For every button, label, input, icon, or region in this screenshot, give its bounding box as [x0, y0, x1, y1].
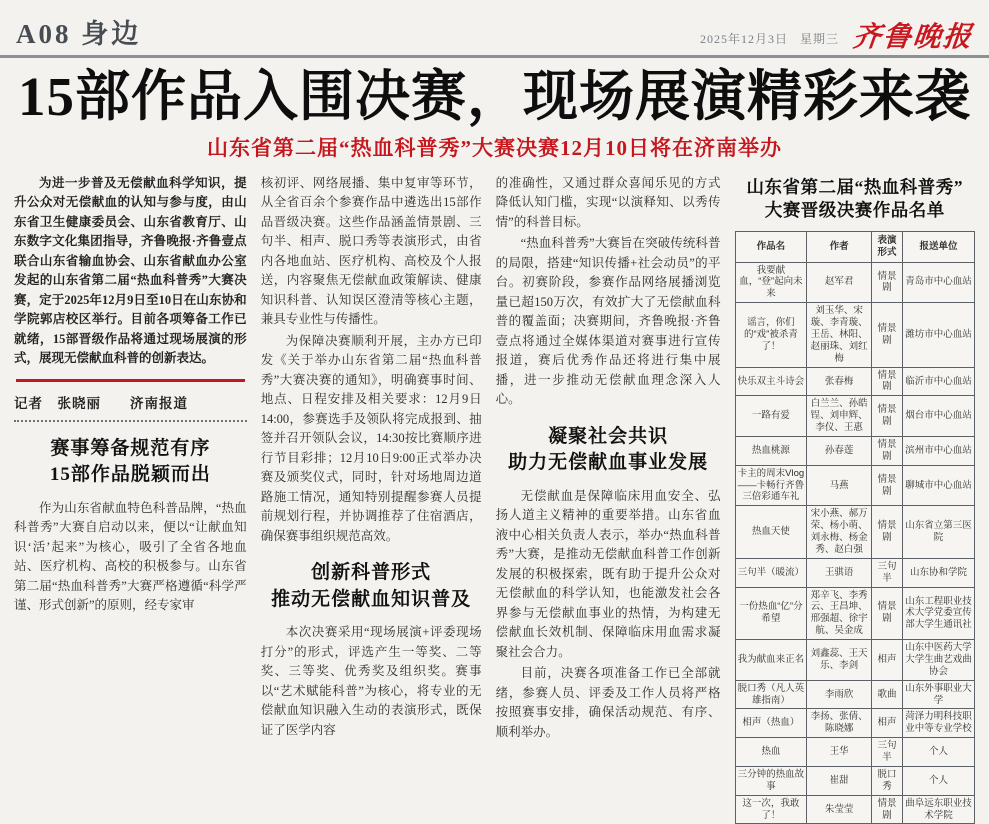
- cell-form: 歌曲: [872, 680, 903, 709]
- table-row: [735, 709, 975, 738]
- cell-work-title: 热血: [735, 738, 807, 767]
- table-row: [735, 367, 975, 396]
- cell-form: 情景剧: [872, 396, 903, 437]
- body-paragraph: “热血科普秀”大赛旨在突破传统科普的局限，搭建“知识传播+社会动员”的平台。初赛阶段，参赛作品网络展播浏览量已超150万次，有效扩大了无偿献血科普的覆盖面；决赛期间，齐鲁晚报·齐鲁壹点将通过全媒体渠道对赛事进行宣传报道，赛后优秀作品还将进行集中展播，进一步推动无偿献血理念深入人心。: [495, 236, 721, 407]
- page-section-label: A08 身边: [16, 19, 142, 49]
- issue-date: [700, 30, 839, 51]
- date-text: 2025年12月3日: [699, 32, 788, 46]
- section-heading-2-line2: 推动无偿献血知识普及: [271, 588, 472, 610]
- table-row: [735, 766, 975, 795]
- table-row: [735, 680, 975, 709]
- weekday-text: 星期三: [799, 32, 839, 46]
- body-paragraph: 为保障决赛顺利开展，主办方已印发《关于举办山东省第二届“热血科普秀”大赛决赛的通知》，明确赛事时间、地点、日程安排及相关要求：12月9日14:00，参赛选手及领队将完成报到、抽签并召开领队会议，14:30按比赛顺序进行节目彩排；12月10日9:00正式举办决赛及颁奖仪式，同时，针对场地周边道路施工情况，通知特别提醒参赛人员提前规划行程，并协调推荐了住宿酒店，确保赛事组织规范高效。: [260, 333, 482, 543]
- finalists-table-title-line2: 大赛晋级决赛作品名单: [764, 200, 945, 221]
- cell-form: 三句半: [872, 558, 903, 587]
- section-heading-2: [261, 560, 482, 613]
- cell-author: 刘玉华、宋璇、李青璇、王岳、林阳、赵丽珠、刘红梅: [807, 303, 872, 367]
- finalists-table: [735, 231, 976, 824]
- qilu-evening-news-logo: 齐鲁晚报: [851, 20, 975, 53]
- cell-author: 孙春莲: [807, 436, 872, 465]
- cell-work-title: 一份热血“亿”分希望: [735, 587, 807, 640]
- cell-unit: 曲阜远东职业技术学院: [903, 795, 975, 824]
- cell-unit: 山东省立第三医院: [903, 506, 975, 559]
- section-heading-3: [496, 424, 721, 477]
- cell-author: 白兰兰、孙皓锃、刘申辉、李仪、王惠: [807, 396, 872, 437]
- body-paragraph: 的准确性，又通过群众喜闻乐见的方式降低认知门槛，实现“以演释知、以秀传情”的科普目标。: [495, 175, 721, 229]
- table-row: [735, 436, 975, 465]
- cell-author: 李扬、张倩、陈晓娜: [807, 709, 872, 738]
- table-row: [735, 587, 975, 640]
- cell-unit: 烟台市中心血站: [903, 396, 975, 437]
- cell-form: 情景剧: [872, 587, 903, 640]
- cell-form: 脱口秀: [872, 766, 903, 795]
- cell-unit: 山东外事职业大学: [903, 680, 975, 709]
- section-heading-3-line2: 助力无偿献血事业发展: [508, 452, 709, 474]
- main-headline: 15部作品入围决赛，现场展演精彩来袭: [17, 66, 971, 127]
- red-divider: [16, 379, 245, 382]
- table-row: [735, 506, 975, 559]
- table-row: [735, 558, 975, 587]
- cell-form: 情景剧: [872, 506, 903, 559]
- table-row: [735, 262, 975, 303]
- cell-author: 郑辛飞、李秀云、王昌坤、邢强超、徐宇航、吴金成: [807, 587, 872, 640]
- col-header-author: 作者: [807, 231, 872, 262]
- cell-work-title: 卡主的周末Vlog——卡畅行齐鲁三倍彩通车礼: [735, 465, 807, 506]
- column-3: [496, 174, 721, 745]
- cell-author: 崔甜: [807, 766, 872, 795]
- table-row: [735, 738, 975, 767]
- section-heading-1-line1: 赛事筹备规范有序: [50, 437, 211, 459]
- cell-form: 情景剧: [872, 262, 903, 303]
- cell-work-title: 我为献血来正名: [735, 640, 807, 681]
- body-paragraph: 作为山东省献血特色科普品牌，“热血科普秀”大赛自启动以来，便以“让献血知识‘活’起来”为核心，吸引了全省各地血站、医疗机构、高校的积极参与。山东省第二届“热血科普秀”大赛严格遵循“科学严谨、形式创新”的原则，经专家审: [14, 500, 247, 613]
- cell-author: 李雨欣: [807, 680, 872, 709]
- table-row: [735, 303, 975, 367]
- col-header-form: 表演形式: [872, 231, 903, 262]
- table-row: [735, 465, 975, 506]
- col-header-work-title: 作品名: [735, 231, 807, 262]
- cell-work-title: 这一次，我敢了！: [735, 795, 807, 824]
- cell-unit: 临沂市中心血站: [903, 367, 975, 396]
- cell-work-title: 三分钟的热血故事: [735, 766, 807, 795]
- finalists-table-title: [735, 176, 976, 223]
- cell-unit: 聊城市中心血站: [903, 465, 975, 506]
- byline: 记者 张晓丽 济南报道: [14, 390, 247, 422]
- table-row: [735, 396, 975, 437]
- cell-unit: 山东工程职业技术大学党委宣传部大学生通讯社: [903, 587, 975, 640]
- finalists-table-header-row: [735, 231, 975, 262]
- body-paragraph: 本次决赛采用“现场展演+评委现场打分”的形式，评选产生一等奖、二等奖、三等奖、优秀奖及组织奖。赛事以“艺术赋能科普”为核心，将专业的无偿献血知识融入生动的表演形式，既保证了医学内容: [260, 625, 482, 737]
- cell-work-title: 脱口秀（凡人英雄指南）: [735, 680, 807, 709]
- cell-author: 王骐语: [807, 558, 872, 587]
- cell-author: 刘鑫蕊、王天乐、李剑: [807, 640, 872, 681]
- body-paragraph: 核初评、网络展播、集中复审等环节，从全省百余个参赛作品中遴选出15部作品晋级决赛。这些作品涵盖情景剧、三句半、相声、脱口秀等表演形式，由省内各地血站、医疗机构、高校及个人报送，内容聚焦无偿献血政策解读、健康知识科普、认知误区澄清等核心主题，兼具专业性与传播性。: [260, 175, 482, 327]
- cell-form: 情景剧: [872, 303, 903, 367]
- cell-form: 三句半: [872, 738, 903, 767]
- cell-form: 情景剧: [872, 795, 903, 824]
- cell-unit: 潍坊市中心血站: [903, 303, 975, 367]
- finalists-table-title-line1: 山东省第二届“热血科普秀”: [746, 176, 963, 197]
- cell-unit: 个人: [903, 738, 975, 767]
- cell-work-title: 快乐双主斗诗会: [735, 367, 807, 396]
- cell-form: 相声: [872, 640, 903, 681]
- column-finalists: [735, 174, 976, 824]
- section-heading-2-line1: 创新科普形式: [311, 562, 432, 584]
- cell-work-title: 热血天使: [735, 506, 807, 559]
- table-row: [735, 795, 975, 824]
- cell-unit: 滨州市中心血站: [903, 436, 975, 465]
- col-header-unit: 报送单位: [903, 231, 975, 262]
- cell-work-title: 一路有爱: [735, 396, 807, 437]
- cell-author: 朱莹莹: [807, 795, 872, 824]
- section-heading-1: [14, 436, 247, 489]
- cell-author: 王华: [807, 738, 872, 767]
- article-body: [0, 168, 989, 824]
- cell-work-title: 三句半（暖流）: [735, 558, 807, 587]
- cell-unit: 青岛市中心血站: [903, 262, 975, 303]
- body-paragraph: 无偿献血是保障临床用血安全、弘扬人道主义精神的重要举措。山东省血液中心相关负责人表示，举办“热血科普秀”大赛，是推动无偿献血科普工作创新发展的积极探索，既有助于提升公众对无偿献血的科学认知，也能激发社会各界参与无偿献血事业的热情，为构建无偿献血长效机制、保障临床用血需求凝聚社会合力。: [495, 488, 721, 659]
- cell-author: 宋小燕、郝万荣、杨小萌、刘永梅、杨金秀、赵白强: [807, 506, 872, 559]
- cell-author: 赵军君: [807, 262, 872, 303]
- masthead-right: [699, 20, 975, 53]
- cell-work-title: 我要献血，“登”起向未来: [735, 262, 807, 303]
- cell-unit: 菏泽力明科技职业中等专业学校: [903, 709, 975, 738]
- cell-form: 情景剧: [872, 436, 903, 465]
- masthead: [0, 0, 989, 58]
- cell-unit: 山东中医药大学大学生曲艺戏曲协会: [903, 640, 975, 681]
- section-heading-3-line1: 凝聚社会共识: [548, 425, 669, 447]
- cell-work-title: 热血桃源: [735, 436, 807, 465]
- subheadline: 山东省第二届“热血科普秀”大赛决赛12月10日将在济南举办: [207, 135, 782, 160]
- section-heading-1-line2: 15部作品脱颖而出: [49, 464, 211, 486]
- cell-author: 马燕: [807, 465, 872, 506]
- cell-work-title: 相声（热血）: [735, 709, 807, 738]
- cell-form: 相声: [872, 709, 903, 738]
- cell-form: 情景剧: [872, 465, 903, 506]
- cell-form: 情景剧: [872, 367, 903, 396]
- lead-paragraph: 为进一步普及无偿献血科学知识，提升公众对无偿献血的认知与参与度，由山东省卫生健康委员会、山东省教育厅、山东数字文化集团指导，齐鲁晚报·齐鲁壹点联合山东省输血协会、山东省献血办公室发起的山东省第二届“热血科普秀”大赛决赛，定于2025年12月9日至10日在山东协和学院郭店校区举行。目前各项筹备工作已就绪，15部晋级作品将通过现场展演的形式，展现无偿献血科普的创新表达。: [14, 175, 247, 366]
- cell-unit: 山东协和学院: [903, 558, 975, 587]
- column-1: [14, 174, 247, 618]
- cell-author: 张春梅: [807, 367, 872, 396]
- table-row: [735, 640, 975, 681]
- cell-work-title: 谣言，你们的“戏”被杀青了！: [735, 303, 807, 367]
- body-paragraph: 目前，决赛各项准备工作已全部就绪，参赛人员、评委及工作人员将严格按照赛事安排，确保活动规范、有序、顺利举办。: [495, 666, 721, 739]
- column-2: [261, 174, 482, 743]
- cell-unit: 个人: [903, 766, 975, 795]
